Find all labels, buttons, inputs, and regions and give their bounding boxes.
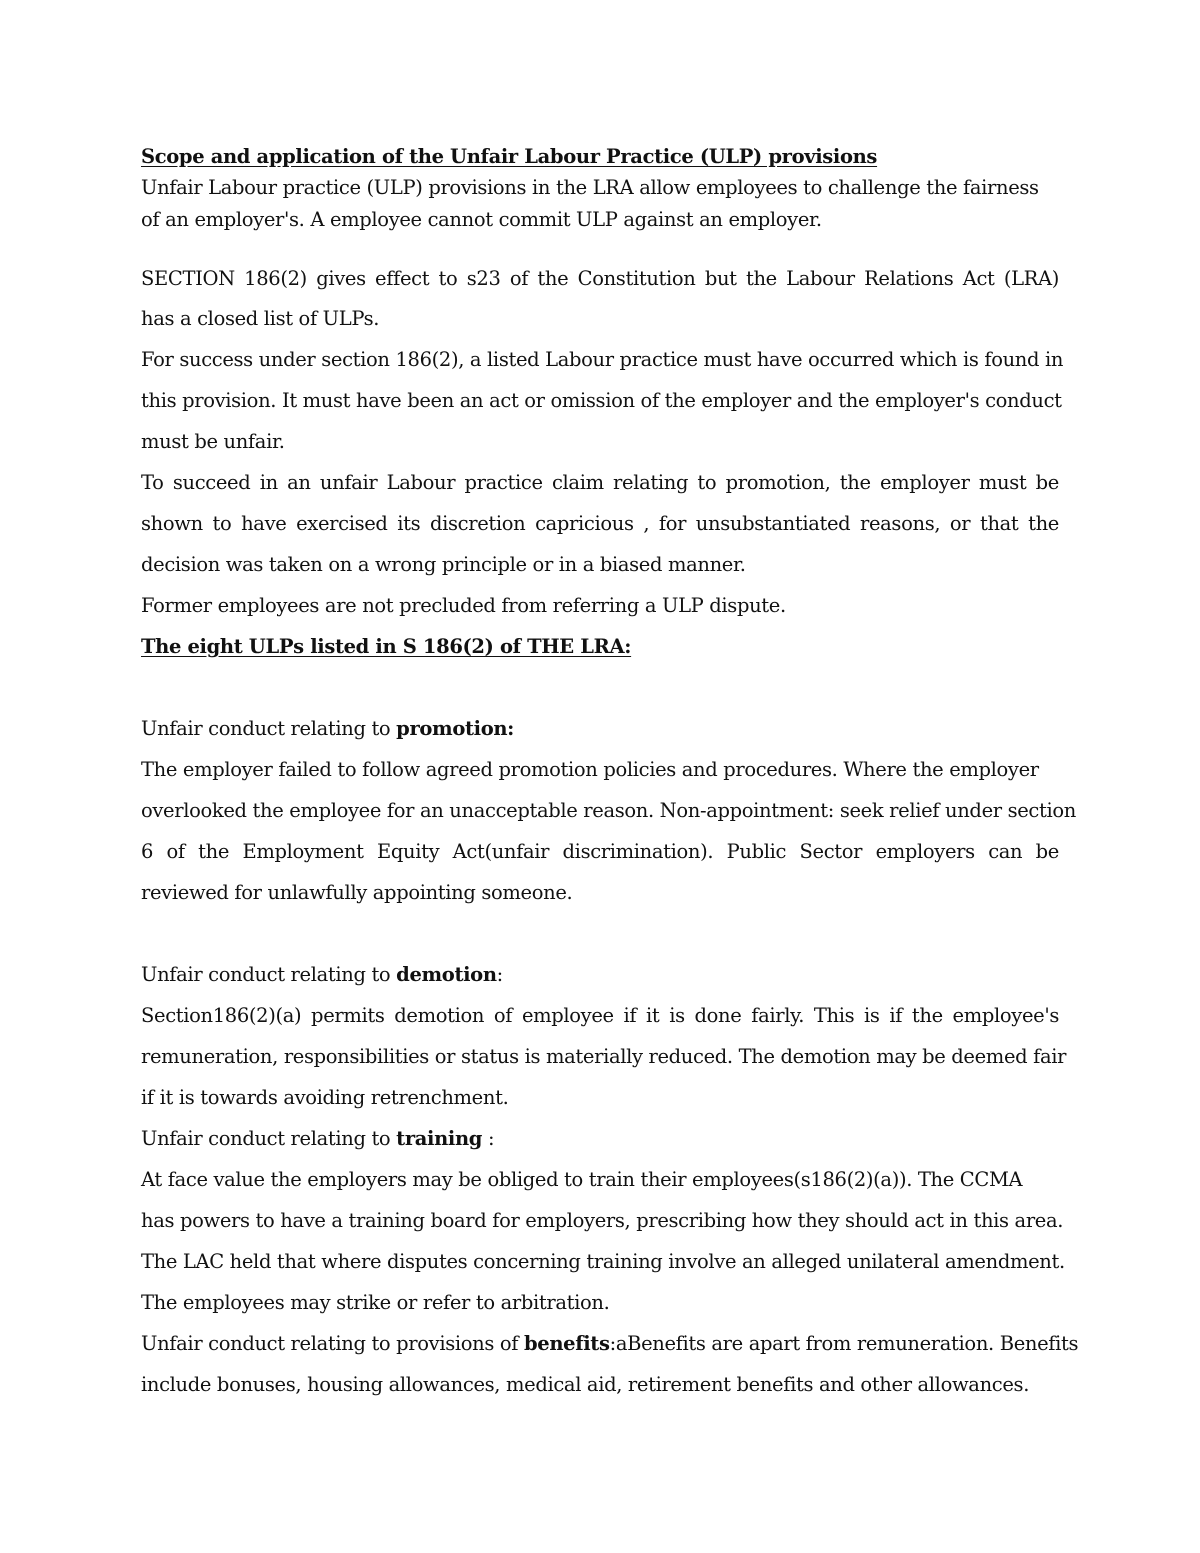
training-line: has powers to have a training board for employers, prescribing how they should act in this area. <box>141 1209 1064 1232</box>
demotion-section <box>141 954 1067 1118</box>
training-term: training <box>396 1127 483 1150</box>
promotion-claim-line: To succeed in an unfair Labour practice claim relating to promotion, the employer must be <box>141 471 1059 494</box>
benefits-section <box>141 1323 1079 1405</box>
document-title: Scope and application of the Unfair Labour Practice (ULP) provisions <box>141 145 878 168</box>
intro-line: of an employer's. A employee cannot commit ULP against an employer. <box>141 208 822 231</box>
success-line: this provision. It must have been an act or omission of the employer and the employer's conduct <box>141 389 1062 412</box>
intro-paragraph <box>141 172 1059 236</box>
benefits-heading-tail: :aBenefits are apart from remuneration. Benefits <box>609 1332 1079 1355</box>
demotion-heading-tail: : <box>496 963 503 986</box>
training-line: The employees may strike or refer to arbitration. <box>141 1291 610 1314</box>
ulp-list-heading: The eight ULPs listed in S 186(2) of THE LRA: <box>141 635 632 658</box>
demotion-line: remuneration, responsibilities or status is materially reduced. The demotion may be deemed fair <box>141 1045 1067 1068</box>
training-line: At face value the employers may be obliged to train their employees(s186(2)(a)). The CCMA <box>141 1168 1023 1191</box>
promotion-heading <box>141 708 1059 749</box>
success-line: For success under section 186(2), a listed Labour practice must have occurred which is found in <box>141 348 1064 371</box>
training-heading <box>141 1118 1059 1159</box>
training-heading-tail: : <box>482 1127 495 1150</box>
promotion-line: The employer failed to follow agreed promotion policies and procedures. Where the employer <box>141 758 1039 781</box>
section-186-line: has a closed list of ULPs. <box>141 307 380 330</box>
training-heading-lead: Unfair conduct relating to <box>141 1127 397 1150</box>
demotion-line: if it is towards avoiding retrenchment. <box>141 1086 509 1109</box>
benefits-term: benefits <box>523 1332 610 1355</box>
promotion-claim-line: decision was taken on a wrong principle or in a biased manner. <box>141 553 746 576</box>
demotion-heading-lead: Unfair conduct relating to <box>141 963 397 986</box>
training-section <box>141 1118 1065 1323</box>
demotion-term: demotion <box>396 963 497 986</box>
benefits-heading <box>141 1323 1079 1364</box>
promotion-heading-lead: Unfair conduct relating to <box>141 717 397 740</box>
intro-line: Unfair Labour practice (ULP) provisions in the LRA allow employees to challenge the fairness <box>141 176 1039 199</box>
document-page <box>141 142 1079 1405</box>
promotion-claim-paragraph <box>141 462 1059 585</box>
demotion-line: Section186(2)(a) permits demotion of employee if it is done fairly. This is if the employee's <box>141 1004 1059 1027</box>
success-line: must be unfair. <box>141 430 285 453</box>
success-paragraph <box>141 339 1064 462</box>
promotion-claim-line: shown to have exercised its discretion capricious , for unsubstantiated reasons, or that the <box>141 512 1059 535</box>
demotion-heading <box>141 954 1059 995</box>
promotion-section <box>141 708 1076 913</box>
promotion-line: reviewed for unlawfully appointing someone. <box>141 881 573 904</box>
former-employees-paragraph: Former employees are not precluded from referring a ULP dispute. <box>141 594 786 617</box>
training-line: The LAC held that where disputes concerning training involve an alleged unilateral amendment. <box>141 1250 1065 1273</box>
promotion-term: promotion: <box>396 717 515 740</box>
section-186-line: SECTION 186(2) gives effect to s23 of the Constitution but the Labour Relations Act (LRA) <box>141 267 1059 290</box>
section-186-paragraph <box>141 259 1059 339</box>
benefits-line: include bonuses, housing allowances, medical aid, retirement benefits and other allowances. <box>141 1373 1030 1396</box>
promotion-line: 6 of the Employment Equity Act(unfair discrimination). Public Sector employers can be <box>141 840 1059 863</box>
benefits-heading-lead: Unfair conduct relating to provisions of <box>141 1332 524 1355</box>
promotion-line: overlooked the employee for an unacceptable reason. Non-appointment: seek relief under section <box>141 799 1076 822</box>
